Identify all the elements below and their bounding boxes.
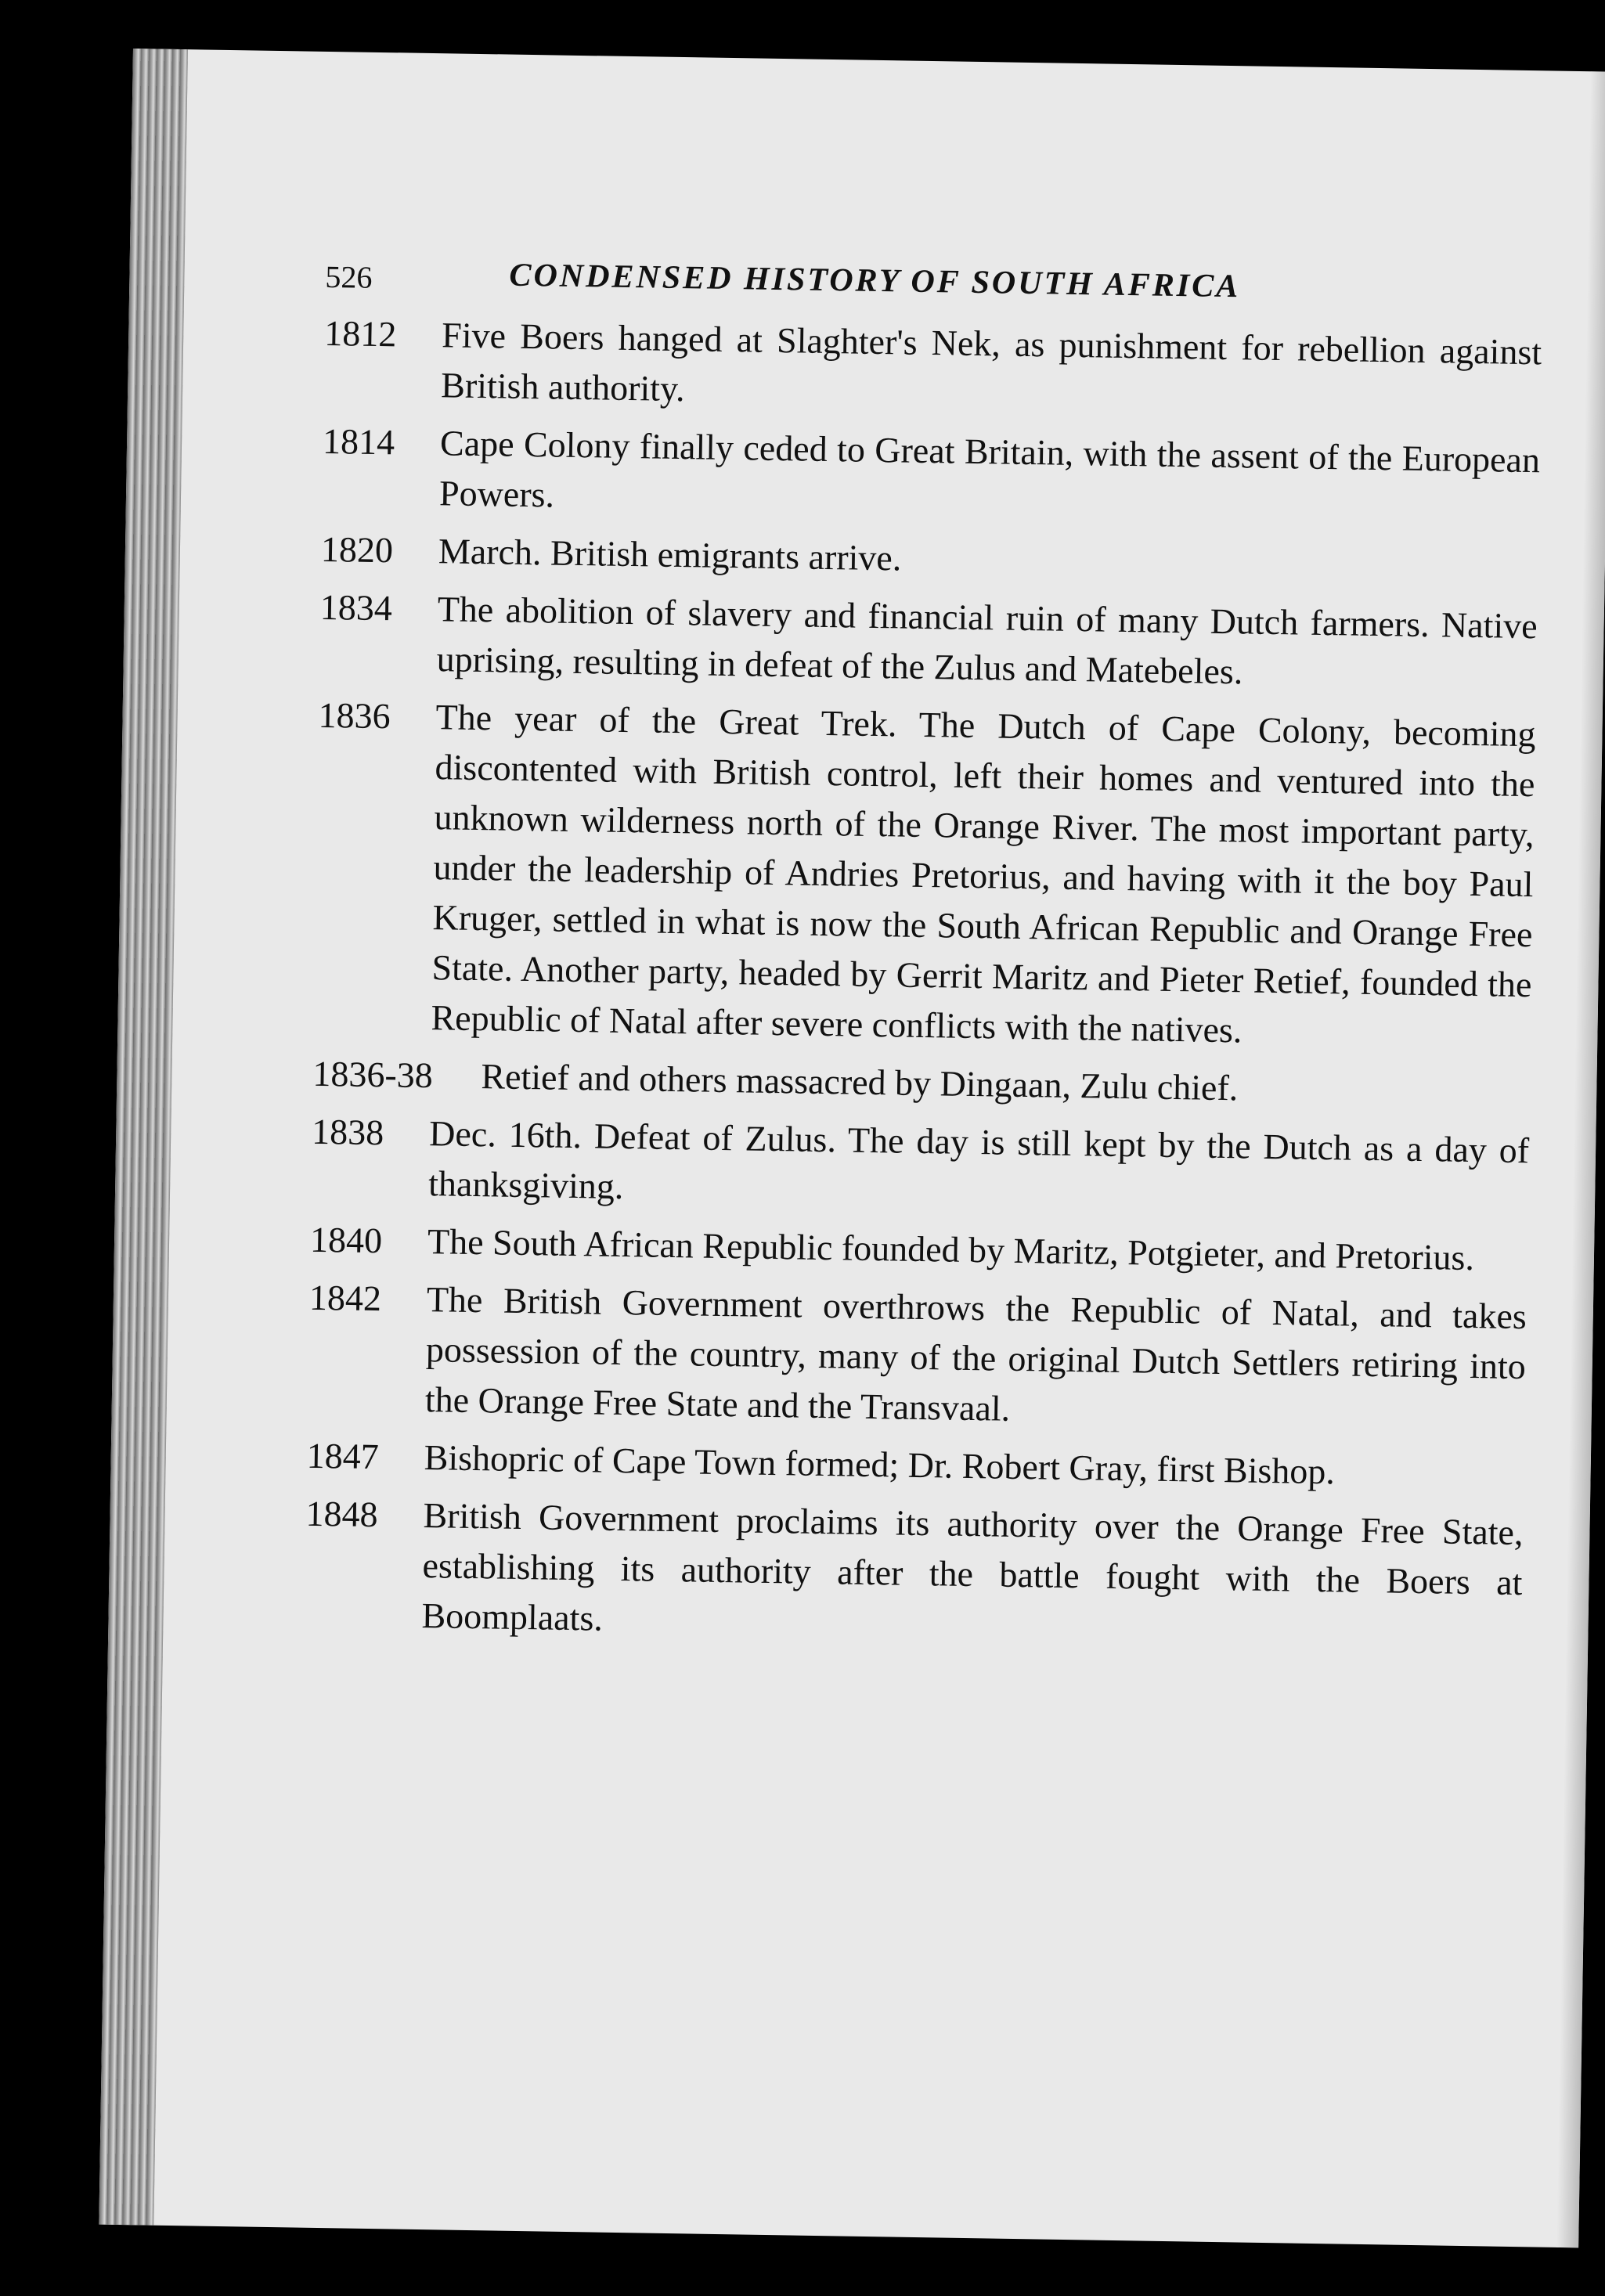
entry-year: 1820 bbox=[320, 528, 394, 571]
entry-year: 1834 bbox=[319, 586, 393, 629]
chronology-entry bbox=[311, 1107, 1530, 1226]
entry-year: 1836 bbox=[318, 694, 391, 737]
entry-text: Five Boers hanged at Slaghter's Nek, as punishment for rebellion against British authority. bbox=[440, 315, 1542, 409]
entry-text: British Government proclaims its authority over the Orange Free State, establishing its authority after the battle fought with the Boers at Boomplaats. bbox=[421, 1495, 1524, 1638]
entry-year: 1848 bbox=[305, 1493, 379, 1535]
entry-year: 1812 bbox=[323, 312, 397, 355]
chronology-list bbox=[304, 308, 1542, 1658]
entry-year: 1847 bbox=[306, 1435, 380, 1477]
chronology-entry bbox=[310, 1215, 1528, 1284]
chronology-entry bbox=[319, 582, 1538, 701]
running-head-title: CONDENSED HISTORY OF SOUTH AFRICA bbox=[509, 257, 1241, 305]
entry-year: 1842 bbox=[308, 1277, 382, 1319]
entry-text: Dec. 16th. Defeat of Zulus. The day is still kept by the Dutch as a day of thanksgiving. bbox=[427, 1113, 1530, 1207]
chronology-entry bbox=[307, 1273, 1527, 1442]
entry-year: 1840 bbox=[309, 1219, 383, 1261]
page-edge-stack bbox=[99, 49, 188, 2226]
chronology-entry bbox=[313, 690, 1536, 1060]
chronology-entry bbox=[312, 1049, 1531, 1118]
entry-text: The British Government overthrows the Republic of Natal, and takes possession of the country, many of the original Dutch Settlers retiring into the Orange Free State and the Transvaal. bbox=[424, 1279, 1527, 1429]
entry-year: 1836-38 bbox=[312, 1053, 434, 1096]
entry-text: Cape Colony finally ceded to Great Britain, with the assent of the European Powers. bbox=[438, 423, 1541, 515]
chronology-entry bbox=[304, 1489, 1524, 1658]
entry-text: The abolition of slavery and financial ruin of many Dutch farmers. Native uprising, resulting in defeat of the Zulus and Matebeles. bbox=[436, 589, 1538, 692]
page-text-block bbox=[304, 254, 1543, 1666]
entry-text: The South African Republic founded by Maritz, Potgieter, and Pretorius. bbox=[427, 1221, 1475, 1278]
chronology-entry bbox=[323, 308, 1542, 427]
chronology-entry bbox=[322, 416, 1541, 535]
entry-text: Retief and others massacred by Dingaan, Zulu chief. bbox=[481, 1056, 1239, 1108]
entry-year: 1814 bbox=[322, 420, 395, 463]
entry-text: The year of the Great Trek. The Dutch of Cape Colony, becoming discontented with British control, left their homes and ventured into the unknown wilderness north of the Orange River. The most important party, under the leadership of Andries Pretorius, and having with it the boy Paul Kruger, settled in what is now the South African Republic and Orange Free State. Another party, headed by Gerrit Maritz and Pieter Retief, founded the Republic of Natal after severe conflicts with the natives. bbox=[431, 697, 1536, 1051]
page-gutter-shadow bbox=[1556, 71, 1605, 2247]
book-page bbox=[99, 49, 1605, 2247]
page-number: 526 bbox=[325, 258, 373, 295]
chronology-entry bbox=[306, 1431, 1524, 1500]
entry-text: March. British emigrants arrive. bbox=[438, 531, 902, 579]
entry-text: Bishopric of Cape Town formed; Dr. Robert Gray, first Bishop. bbox=[424, 1437, 1336, 1492]
entry-year: 1838 bbox=[311, 1111, 384, 1153]
chronology-entry bbox=[320, 524, 1538, 593]
